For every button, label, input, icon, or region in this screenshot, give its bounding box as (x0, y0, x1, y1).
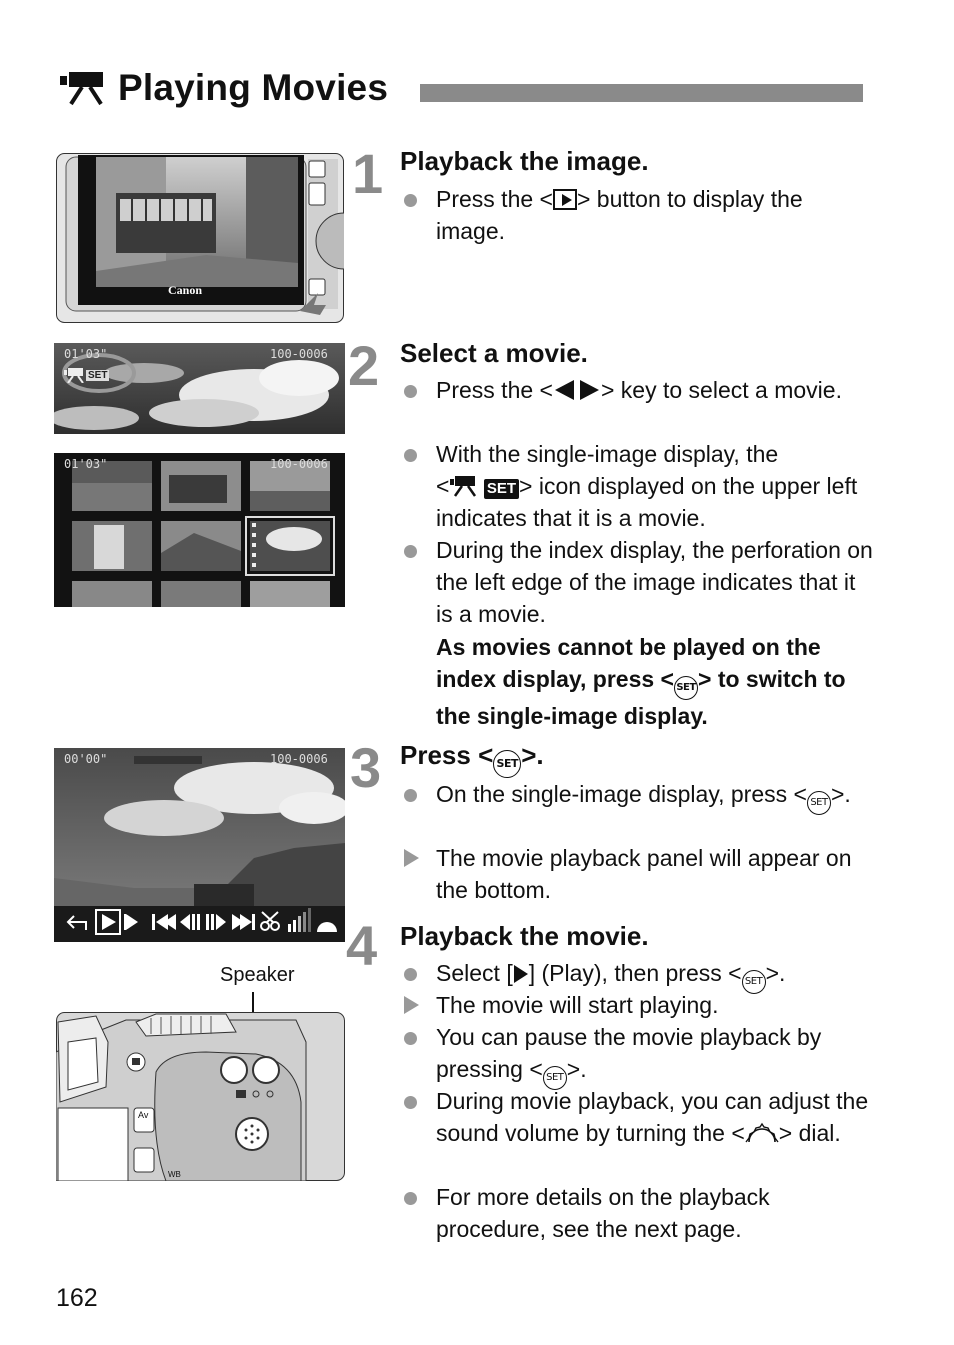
step-2-heading: Select a movie. (400, 338, 588, 368)
title-divider-bar (420, 84, 863, 102)
file-number-label: 100-0006 (270, 347, 328, 361)
step-1-number: 1 (352, 142, 384, 205)
bullet-dot (404, 385, 417, 398)
step-1-bullet-1: Press the < > button to display the image. (404, 183, 874, 247)
result-arrow-icon (404, 849, 419, 867)
step-4-bullet-4: During movie playback, you can adjust the sound volume by turning the < > dial. (404, 1085, 874, 1149)
bullet-dot (404, 449, 417, 462)
step-4-heading: Playback the movie. (400, 921, 649, 951)
bullet-dot (404, 194, 417, 207)
set-button-icon: SET (543, 1066, 567, 1090)
playback-time-label: 00'00" (64, 752, 108, 766)
figure-single-image-movie (54, 343, 345, 434)
step-1-heading: Playback the image. (400, 146, 649, 176)
step-4-bullet-3: You can pause the movie playback by pressing < SET >. (404, 1021, 874, 1090)
step-4-bullet-5: For more details on the playback procedure, see the next page. (404, 1181, 874, 1245)
movie-mode-icon (449, 475, 477, 497)
figure-movie-playback-panel (54, 748, 345, 942)
bullet-dot (404, 1096, 417, 1109)
step-2-bullet-2: With the single-image display, the < SET > icon displayed on the upper left indicates that it is a movie. (404, 438, 874, 534)
figure-camera-speaker (56, 1012, 345, 1181)
step-4-bullet-1: Select [ ] (Play), then press < SET >. (404, 957, 874, 994)
camera-brand-logo: Canon (168, 283, 203, 297)
set-label-icon: SET (484, 479, 519, 499)
bullet-dot (404, 545, 417, 558)
set-button-icon: SET (674, 676, 698, 700)
page-title: Playing Movies (118, 67, 389, 108)
figure-camera-lcd-playback (56, 153, 344, 323)
step-2-note: As movies cannot be played on the index display, press < SET > to switch to the single-image display. (436, 634, 846, 729)
step-3-number: 3 (350, 736, 382, 799)
av-button-label: Av (138, 1110, 149, 1120)
playback-button-icon (553, 189, 577, 210)
file-number-label: 100-0006 (270, 752, 328, 766)
set-button-icon: SET (742, 970, 766, 994)
main-dial-icon (745, 1122, 779, 1144)
step-2-bullet-3: During the index display, the perforation on the left edge of the image indicates that it is a movie. (404, 534, 874, 630)
set-button-icon: SET (493, 750, 521, 778)
set-button-icon: SET (807, 791, 831, 815)
movie-set-icon: SET (64, 367, 109, 383)
step-2-bullet-1: Press the < > key to select a movie. (404, 374, 874, 406)
step-4-number: 4 (346, 914, 378, 977)
page-title-block (58, 66, 388, 110)
step-4-bullet-2: The movie will start playing. (404, 989, 874, 1021)
left-right-key-icon (553, 379, 601, 401)
page-number: 162 (56, 1284, 98, 1312)
movie-duration-label: 01'03" (64, 347, 108, 361)
file-number-label: 100-0006 (270, 457, 328, 471)
wb-label: WB (168, 1170, 181, 1179)
step-2-number: 2 (348, 334, 380, 397)
step-3-heading: Press < SET >. (400, 739, 544, 778)
bullet-dot (404, 789, 417, 802)
bullet-dot (404, 968, 417, 981)
movie-duration-label: 01'03" (64, 457, 108, 471)
step-3-bullet-1: On the single-image display, press < SET >. (404, 778, 874, 815)
bullet-dot (404, 1032, 417, 1045)
figure-index-display (54, 453, 345, 607)
play-icon (513, 964, 529, 984)
speaker-caption: Speaker (220, 964, 295, 986)
step-3-bullet-2: The movie playback panel will appear on the bottom. (404, 842, 874, 906)
result-arrow-icon (404, 996, 419, 1014)
movie-camera-icon (58, 70, 106, 106)
bullet-dot (404, 1192, 417, 1205)
